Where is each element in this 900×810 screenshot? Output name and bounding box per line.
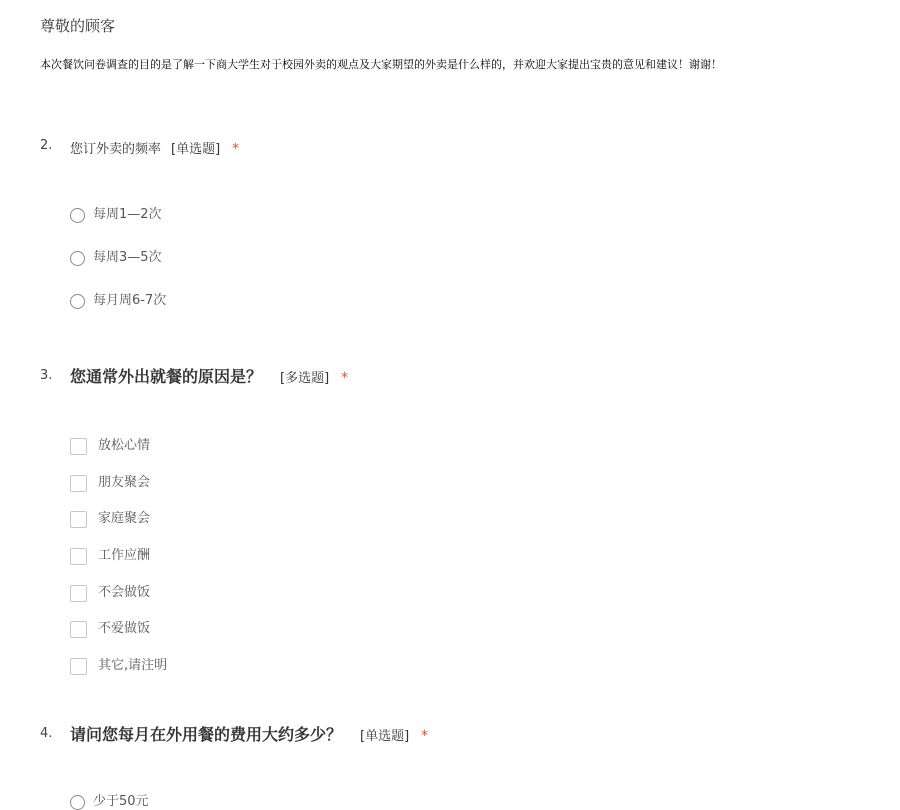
option-label: 每周3—5次 <box>93 250 162 265</box>
checkbox-square-icon[interactable] <box>70 548 87 565</box>
checkbox-square-icon[interactable] <box>70 585 87 602</box>
option-label: 放松心情 <box>98 438 151 453</box>
question-type: [多选题] <box>280 371 330 386</box>
question-number: 2. <box>40 138 53 153</box>
radio-circle-icon[interactable] <box>70 208 85 223</box>
checkbox-square-icon[interactable] <box>70 658 87 675</box>
radio-circle-icon[interactable] <box>70 795 85 810</box>
checkbox-square-icon[interactable] <box>70 511 87 528</box>
question-title-text: 您订外卖的频率 <box>70 142 162 157</box>
question-title <box>70 364 348 387</box>
option-label: 不爱做饭 <box>98 621 151 636</box>
checkbox-square-icon[interactable] <box>70 438 87 455</box>
option-label: 不会做饭 <box>98 585 151 600</box>
option-label: 朋友聚会 <box>98 475 151 490</box>
option-label: 工作应酬 <box>98 548 151 563</box>
question-title-text: 您通常外出就餐的原因是？ <box>70 367 263 386</box>
question-number: 4. <box>40 726 53 741</box>
question-type: [单选题] <box>171 142 221 157</box>
option-label: 每周1—2次 <box>93 207 162 222</box>
question-number: 3. <box>40 368 53 383</box>
required-mark: * <box>232 141 240 157</box>
question-type: [单选题] <box>360 729 410 744</box>
checkbox-square-icon[interactable] <box>70 621 87 638</box>
checkbox-square-icon[interactable] <box>70 475 87 492</box>
option-label: 少于50元 <box>93 794 149 809</box>
question-title-text: 请问您每月在外用餐的费用大约多少？ <box>70 725 343 744</box>
required-mark: * <box>421 728 429 744</box>
option-label: 每月周6-7次 <box>93 293 167 308</box>
question-title <box>70 138 239 157</box>
radio-circle-icon[interactable] <box>70 294 85 309</box>
required-mark: * <box>341 370 349 386</box>
survey-intro: 本次餐饮问卷调查的目的是了解一下商大学生对于校园外卖的观点及大家期望的外卖是什么样的，并欢迎大家提出宝贵的意见和建议！谢谢！ <box>40 58 722 71</box>
radio-circle-icon[interactable] <box>70 251 85 266</box>
greeting: 尊敬的顾客 <box>40 17 116 35</box>
option-label: 其它,请注明 <box>98 658 168 673</box>
option-label: 家庭聚会 <box>98 511 151 526</box>
question-title <box>70 722 428 745</box>
